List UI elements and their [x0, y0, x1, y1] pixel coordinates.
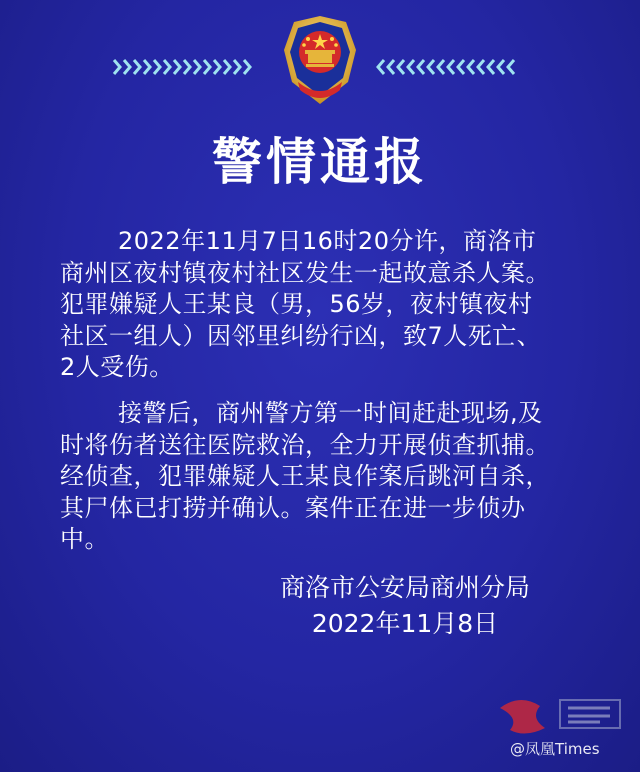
- paragraph-line: 经侦查，犯罪嫌疑人王某良作案后跳河自杀，: [60, 462, 550, 490]
- paragraph-line: 犯罪嫌疑人王某良（男，56岁，夜村镇夜村: [60, 290, 533, 318]
- chevron-right-icon: [376, 57, 516, 77]
- police-emblem-icon: [270, 12, 370, 108]
- issuing-organization: 商洛市公安局商州分局: [279, 573, 530, 602]
- paragraph-line: 2022年11月7日16时20分许，商洛市: [118, 227, 537, 255]
- paragraph-line: 2人受伤。: [60, 353, 174, 381]
- notice-paragraph-2: [60, 398, 590, 556]
- paragraph-line: 商州区夜村镇夜村社区发生一起故意杀人案。: [60, 258, 550, 287]
- paragraph-line: 时将伤者送往医院救治，全力开展侦查抓捕。: [60, 430, 550, 459]
- paragraph-line: 中。: [60, 525, 109, 553]
- issue-date: 2022年11月8日: [311, 609, 499, 638]
- paragraph-line: 接警后，商州警方第一时间赶赴现场,及: [118, 399, 543, 427]
- signature-block: [245, 570, 565, 642]
- paragraph-line: 社区一组人）因邻里纠纷行凶，致7人死亡、: [60, 321, 542, 350]
- page-title: 警情通报: [212, 133, 428, 191]
- chevron-left-icon: [112, 57, 252, 77]
- watermark-source: @凤凰Times: [510, 740, 600, 758]
- paragraph-line: 其尸体已打捞并确认。案件正在进一步侦办: [60, 493, 526, 522]
- decorative-chevron-band-left: [112, 57, 252, 77]
- decorative-chevron-band-right: [376, 57, 516, 77]
- notice-paragraph-1: [60, 226, 590, 384]
